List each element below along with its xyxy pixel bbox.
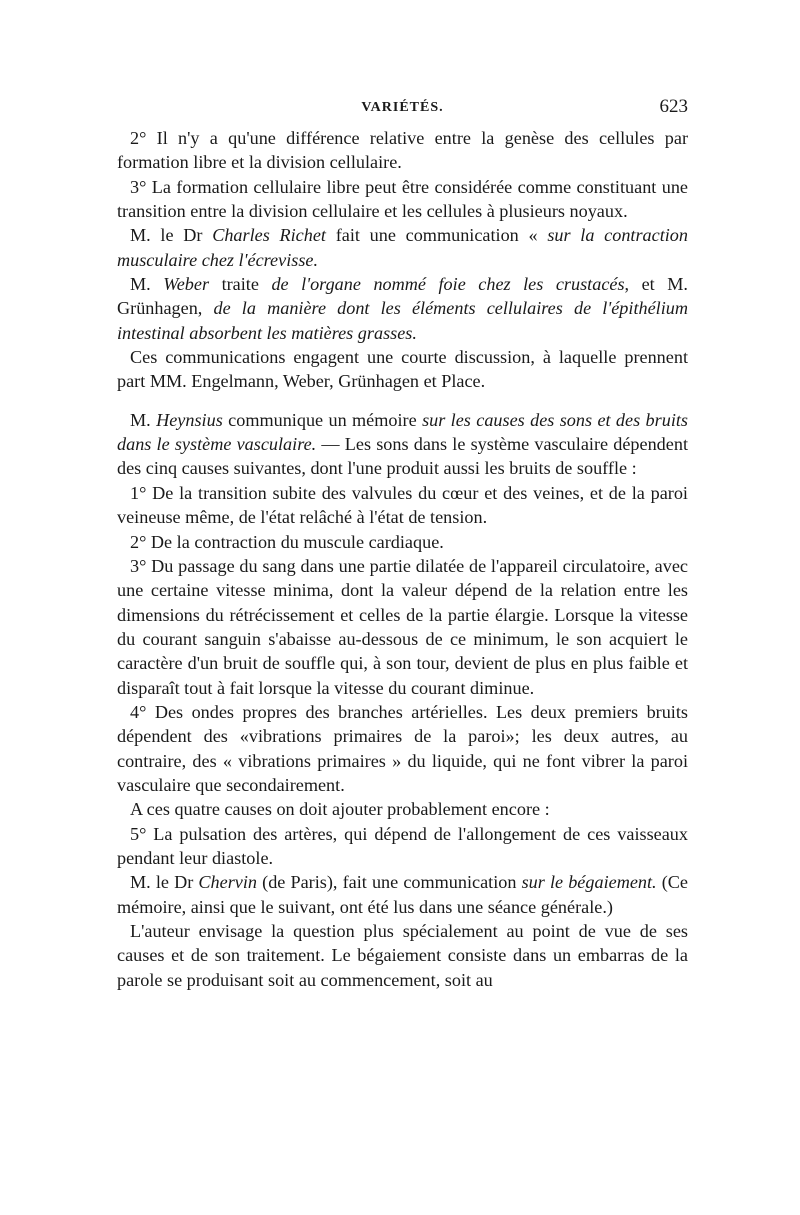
italic-text: Chervin	[198, 872, 258, 893]
text-run: communique un mémoire	[222, 409, 423, 430]
text-run: Ces communications engagent une courte discussion, à laquelle prennent part MM. Engelmann, Weber, Grünhagen et Place.	[117, 347, 688, 392]
text-run: , et M. Grünhagen,	[117, 274, 688, 319]
text-run: M.	[130, 274, 164, 295]
page-number: 623	[659, 96, 688, 117]
italic-text: Weber	[163, 274, 210, 295]
body-text	[117, 126, 688, 992]
italic-text: sur la contraction musculaire chez l'écrevisse.	[117, 225, 688, 270]
paragraph	[117, 822, 688, 871]
text-run: 3° Du passage du sang dans une partie dilatée de l'appareil circulatoire, avec une certaine vitesse minima, dont la valeur dépend de la relation entre les dimensions du rétrécissement et celles de la partie élargie. Lorsque la vitesse du courant sanguin s'abaisse au-dessous de ce minimum, le son acquiert le caractère d'un bruit de souffle qui, à son tour, devient de plus en plus faible et disparaît tout à fait lorsque la vitesse du courant diminue.	[117, 555, 688, 698]
text-run: M.	[130, 409, 157, 430]
text-run: 4° Des ondes propres des branches artérielles. Les deux premiers bruits dépendent des «vibrations primaires de la paroi»; les deux autres, au contraire, des « vibrations primaires » du liquide, qui ne font vibrer la paroi vasculaire que secondairement.	[117, 701, 688, 795]
page	[117, 96, 688, 992]
paragraph	[117, 175, 688, 224]
text-run: M. le Dr	[130, 872, 199, 893]
italic-text: Charles Richet	[212, 225, 326, 246]
text-run: 5° La pulsation des artères, qui dépend de l'allongement de ces vaisseaux pendant leur diastole.	[117, 823, 688, 868]
italic-text: Heynsius	[156, 409, 223, 430]
italic-text: sur les causes des sons et des bruits dans le système vasculaire.	[117, 409, 688, 455]
text-run: 2° De la contraction du muscule cardiaque.	[130, 531, 444, 552]
text-run: (de Paris), fait une communication	[257, 872, 522, 893]
text-run: 3° La formation cellulaire libre peut être considérée comme constituant une transition entre la division cellulaire et les cellules à plusieurs noyaux.	[117, 176, 688, 222]
italic-text: sur le bégaiement.	[521, 872, 657, 893]
paragraph	[117, 408, 688, 481]
paragraph	[117, 870, 688, 919]
paragraph	[117, 126, 688, 175]
text-run: M. le Dr	[130, 225, 213, 246]
text-run: 1° De la transition subite des valvules du cœur et des veines, et de la paroi veineuse même, de l'état relâché à l'état de tension.	[117, 482, 688, 528]
page-header	[117, 96, 688, 126]
text-run: L'auteur envisage la question plus spécialement au point de vue de ses causes et de son traitement. Le bégaiement consiste dans un embarras de la parole se produisant soit au commencement, soit au	[117, 921, 688, 990]
text-run: fait une communication «	[325, 225, 548, 246]
running-head: VARIÉTÉS.	[361, 100, 444, 115]
italic-text: de la manière dont les éléments cellulaires de l'épithélium intestinal absorbent les matières grasses.	[117, 298, 688, 343]
paragraph	[117, 530, 688, 554]
paragraph	[117, 481, 688, 530]
italic-text: de l'organe nommé foie chez les crustacés	[271, 274, 625, 295]
paragraph	[117, 919, 688, 992]
paragraph	[117, 345, 688, 394]
paragraph	[117, 272, 688, 345]
paragraph	[117, 554, 688, 700]
text-run: traite	[209, 274, 272, 295]
paragraph	[117, 700, 688, 797]
paragraph	[117, 223, 688, 272]
text-run: A ces quatre causes on doit ajouter probablement encore :	[130, 799, 550, 820]
paragraph	[117, 797, 688, 821]
text-run: — Les sons dans le système vasculaire dépendent des cinq causes suivantes, dont l'une produit aussi les bruits de souffle :	[117, 434, 688, 479]
text-run: 2° Il n'y a qu'une différence relative entre la genèse des cellules par formation libre et la division cellulaire.	[117, 128, 688, 173]
text-run: (Ce mémoire, ainsi que le suivant, ont été lus dans une séance générale.)	[117, 872, 688, 917]
